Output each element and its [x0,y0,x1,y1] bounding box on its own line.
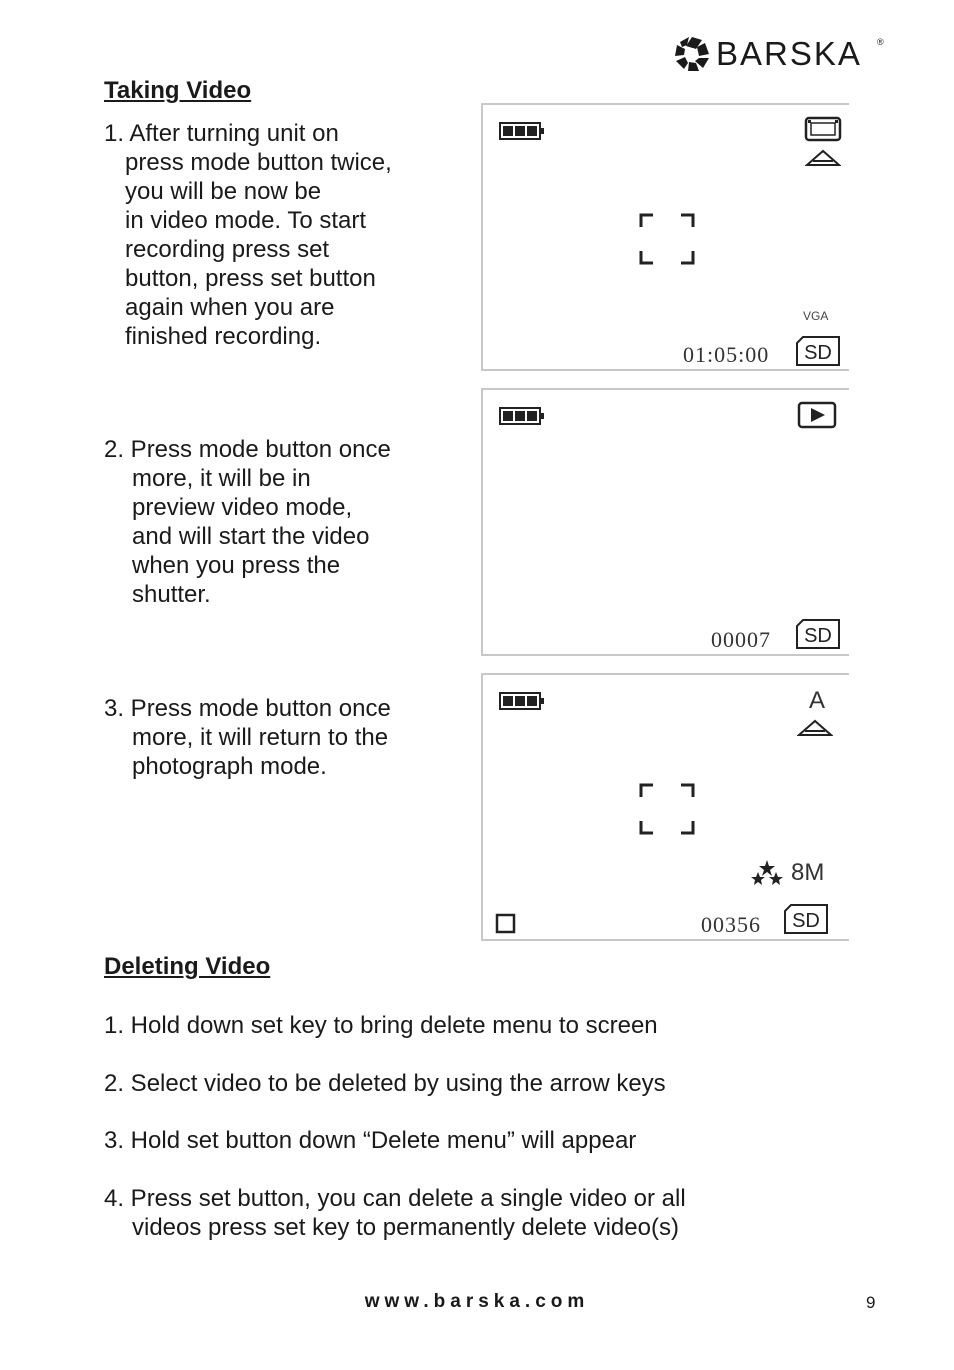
sd-card-label: SD [804,342,832,364]
registered-mark: ® [877,37,884,47]
step-1-line: you will be now be [125,178,322,205]
lcd-photo-mode-screen [481,673,849,941]
step-2-line: preview video mode, [132,494,353,521]
landscape-mode-icon [797,719,833,737]
step-2-line: shutter. [132,581,211,608]
step-1-line: press mode button twice, [125,149,392,176]
step-4-line: videos press set key to permanently delete video(s) [132,1214,679,1241]
step-1-line: button, press set button [125,265,376,292]
sd-card-icon [795,618,841,650]
step-3-line: more, it will return to the [132,724,389,751]
resolution-label: VGA [803,309,829,323]
page-number: 9 [866,1293,876,1312]
logo-wordmark: BARSKA [716,35,862,72]
deleting-video-heading: Deleting Video [104,953,271,980]
step-1-line: recording press set [125,236,330,263]
step-1-line: 1. After turning unit on [104,120,339,147]
step-1-line: finished recording. [125,323,322,350]
battery-icon [499,404,547,428]
step-2-line: and will start the video [132,523,370,550]
step-3-line: photograph mode. [132,753,327,780]
footer-website: www.barska.com [364,1291,590,1312]
step-2-line: more, it will be in [132,465,311,492]
deleting-video-step-2: 2. Select video to be deleted by using the arrow keys [104,1070,666,1097]
resolution-label: 8M [791,859,825,886]
deleting-video-step-4 [104,1184,686,1242]
sd-card-label: SD [792,910,820,932]
step-2-line: when you press the [132,552,341,579]
focus-frame-icon [639,783,695,835]
lcd-preview-mode-screen [481,388,849,656]
taking-video-step-3 [104,694,391,781]
step-2-line: 2. Press mode button once [104,436,391,463]
battery-icon [499,689,547,713]
battery-icon [499,119,547,143]
step-1-line: in video mode. To start [125,207,367,234]
step-1-line: again when you are [125,294,335,321]
quality-stars-icon [751,859,783,887]
playback-icon [797,400,837,430]
barska-logo [672,34,886,74]
video-mode-icon [803,115,843,143]
taking-video-heading: Taking Video [104,77,252,104]
lcd-video-mode-screen [481,103,849,371]
taking-video-step-1 [104,119,392,351]
auto-mode-label: A [809,687,826,714]
sd-card-label: SD [804,625,832,647]
step-4-line: 4. Press set button, you can delete a single video or all [104,1185,686,1212]
shots-remaining-counter: 00356 [701,912,761,937]
deleting-video-step-1: 1. Hold down set key to bring delete menu to screen [104,1012,658,1039]
taking-video-step-2 [104,435,391,609]
step-3-line: 3. Press mode button once [104,695,391,722]
single-shot-icon [495,913,517,935]
file-counter: 00007 [711,627,771,652]
sd-card-icon [795,335,841,367]
aperture-logo-icon [672,34,712,74]
sd-card-icon [783,903,829,935]
landscape-mode-icon [805,149,841,167]
recording-timer: 01:05:00 [683,342,770,367]
focus-frame-icon [639,213,695,265]
deleting-video-step-3: 3. Hold set button down “Delete menu” will appear [104,1127,637,1154]
